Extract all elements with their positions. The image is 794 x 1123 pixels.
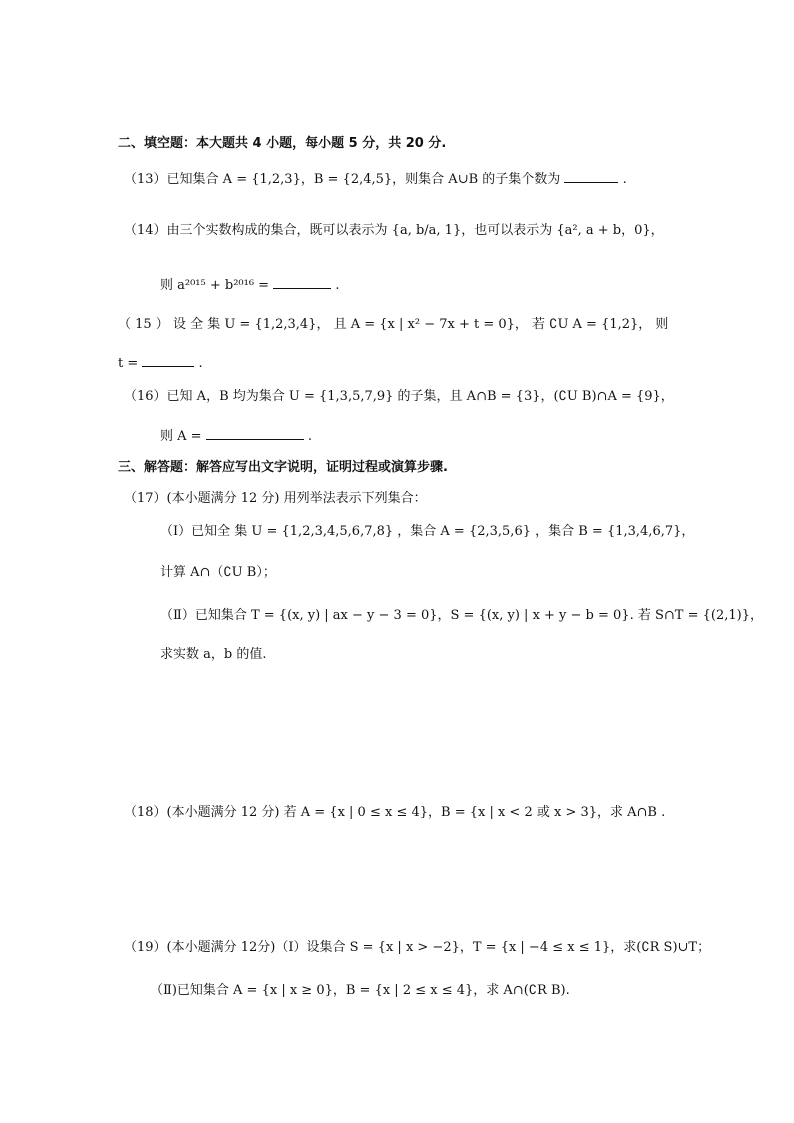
question-14-formula: 则 a²⁰¹⁵ + b²⁰¹⁶ = xyxy=(160,278,270,293)
question-16-variable: 则 A = xyxy=(160,429,202,444)
question-14-line1: （14）由三个实数构成的集合，既可以表示为 {a, b/a, 1}，也可以表示为 {a², a + b，0}， xyxy=(124,223,664,238)
question-18: （18）(本小题满分 12 分) 若 A = {x | 0 ≤ x ≤ 4}，B = {x | x < 2 或 x > 3}，求 A∩B . xyxy=(124,805,666,820)
question-15-line2 xyxy=(118,352,203,374)
question-13-end: . xyxy=(622,172,627,187)
answer-blank-16[interactable] xyxy=(206,425,304,440)
answer-blank-14[interactable] xyxy=(273,274,331,289)
question-17-part1-compute: 计算 A∩（∁U B）； xyxy=(160,565,276,580)
question-15-variable: t = xyxy=(118,356,139,371)
question-17-title: （17）(本小题满分 12 分) 用列举法表示下列集合： xyxy=(124,491,427,506)
question-17-part1: （Ⅰ）已知全 集 U = {1,2,3,4,5,6,7,8} ，集合 A = {2,3,5,6} ，集合 B = {1,3,4,6,7}， xyxy=(160,524,695,539)
question-13 xyxy=(124,168,627,190)
question-19-part2: （Ⅱ)已知集合 A = {x | x ≥ 0}，B = {x | 2 ≤ x ≤ 4}，求 A∩(∁R B). xyxy=(150,983,570,998)
question-16-end: . xyxy=(307,429,312,444)
question-13-text: （13）已知集合 A = {1,2,3}，B = {2,4,5}，则集合 A∪B 的子集个数为 xyxy=(124,172,561,187)
section2-heading: 二、填空题：本大题共 4 小题，每小题 5 分，共 20 分. xyxy=(118,136,447,151)
question-14-end: . xyxy=(335,278,340,293)
answer-blank-15[interactable] xyxy=(142,352,194,367)
question-15-end: . xyxy=(198,356,203,371)
question-19-part1: （19）(本小题满分 12分)（Ⅰ）设集合 S = {x | x > −2}，T = {x | −4 ≤ x ≤ 1}，求(∁R S)∪T； xyxy=(124,940,711,955)
question-15-line1: （ 15 ） 设 全 集 U = {1,2,3,4}， 且 A = {x | x² − 7x + t = 0}， 若 ∁U A = {1,2}， 则 xyxy=(118,317,669,332)
question-16-line1: （16）已知 A，B 均为集合 U = {1,3,5,7,9} 的子集，且 A∩B = {3}，(∁U B)∩A = {9}， xyxy=(124,389,674,404)
answer-blank-13[interactable] xyxy=(564,168,618,183)
question-14-line2 xyxy=(160,274,340,296)
question-16-line2 xyxy=(160,425,312,447)
section3-heading: 三、解答题：解答应写出文字说明，证明过程或演算步骤. xyxy=(118,460,448,475)
question-17-part2-ask: 求实数 a，b 的值. xyxy=(160,647,267,662)
question-17-part2: （Ⅱ）已知集合 T = {(x, y) | ax − y − 3 = 0}，S = {(x, y) | x + y − b = 0}. 若 S∩T = {(2,1)}， xyxy=(160,608,763,623)
